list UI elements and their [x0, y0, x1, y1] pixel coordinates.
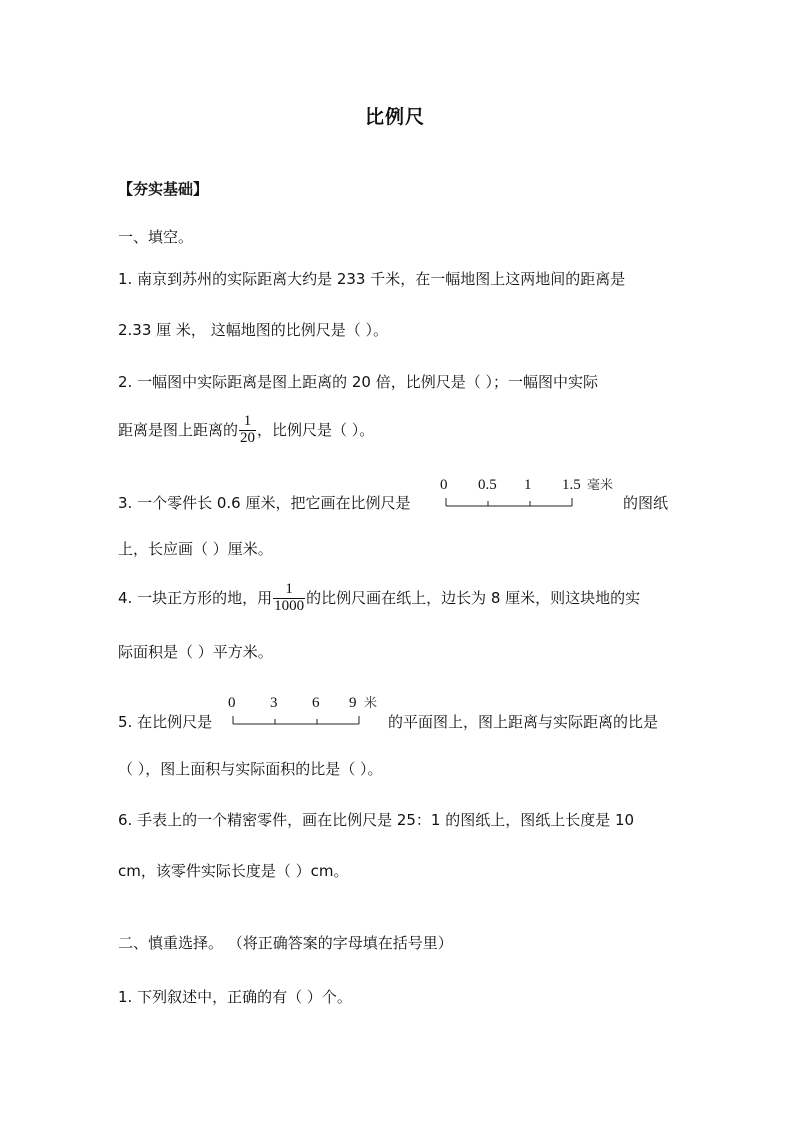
- q2-line2: [118, 414, 374, 447]
- q1-line2: 2.33 厘 米， 这幅地图的比例尺是（ ）。: [118, 321, 388, 339]
- q4-line2: 际面积是（ ）平方米。: [118, 643, 273, 661]
- scale-unit-mm: 毫米: [587, 478, 614, 493]
- fraction-1-20: [239, 414, 256, 447]
- scale-ruler: [440, 496, 580, 510]
- q4-line1: [118, 582, 640, 615]
- scale-label-1: 1: [524, 477, 532, 493]
- scale-label-0-5: 0.5: [478, 477, 497, 493]
- fraction-numerator: 1: [239, 414, 256, 431]
- scale-label-3: 3: [270, 695, 278, 711]
- q3-post: 的图纸: [623, 494, 669, 512]
- part2-heading: 二、慎重选择。 （将正确答案的字母填在括号里）: [118, 934, 453, 952]
- fraction-numerator: 1: [273, 582, 305, 599]
- scale-label-1-5: 1.5: [562, 477, 581, 493]
- q5-post: 的平面图上，图上距离与实际距离的比是: [388, 713, 659, 731]
- q6-line1: 6. 手表上的一个精密零件，画在比例尺是 25：1 的图纸上，图纸上长度是 10: [118, 811, 635, 829]
- p2q1: 1. 下列叙述中，正确的有（ ）个。: [118, 988, 352, 1006]
- scale-unit-m: 米: [364, 696, 378, 711]
- part1-heading: 一、填空。: [118, 228, 194, 246]
- q5-pre: 5. 在比例尺是: [118, 713, 213, 731]
- q3-line2: 上，长应画（ ）厘米。: [118, 540, 273, 558]
- fraction-1-1000: [273, 582, 305, 615]
- scale-label-9: 9: [349, 695, 357, 711]
- fraction-denominator: 20: [240, 429, 256, 446]
- q2-line2-post: ，比例尺是（ ）。: [257, 420, 375, 439]
- section-header: 【夯实基础】: [118, 180, 209, 198]
- q4-post: 的比例尺画在纸上，边长为 8 厘米，则这块地的实: [306, 588, 641, 607]
- scale-label-6: 6: [312, 695, 320, 711]
- q4-pre: 4. 一块正方形的地，用: [118, 588, 273, 607]
- q3-pre: 3. 一个零件长 0.6 厘米，把它画在比例尺是: [118, 494, 411, 512]
- q2-line2-pre: 距离是图上距离的: [118, 420, 239, 439]
- scale-ruler: [227, 714, 367, 728]
- fraction-denominator: 1000: [274, 597, 305, 614]
- q5-line2: （ ），图上面积与实际面积的比是（ ）。: [118, 760, 383, 778]
- q2-line1: 2. 一幅图中实际距离是图上距离的 20 倍，比例尺是（ ）；一幅图中实际: [118, 373, 598, 391]
- q1-line1: 1. 南京到苏州的实际距离大约是 233 千米，在一幅地图上这两地间的距离是: [118, 270, 626, 288]
- q6-line2: cm，该零件实际长度是（ ）cm。: [118, 862, 349, 880]
- page-title: 比例尺: [365, 106, 426, 128]
- scale-label-0: 0: [228, 695, 236, 711]
- scale-label-0: 0: [440, 477, 448, 493]
